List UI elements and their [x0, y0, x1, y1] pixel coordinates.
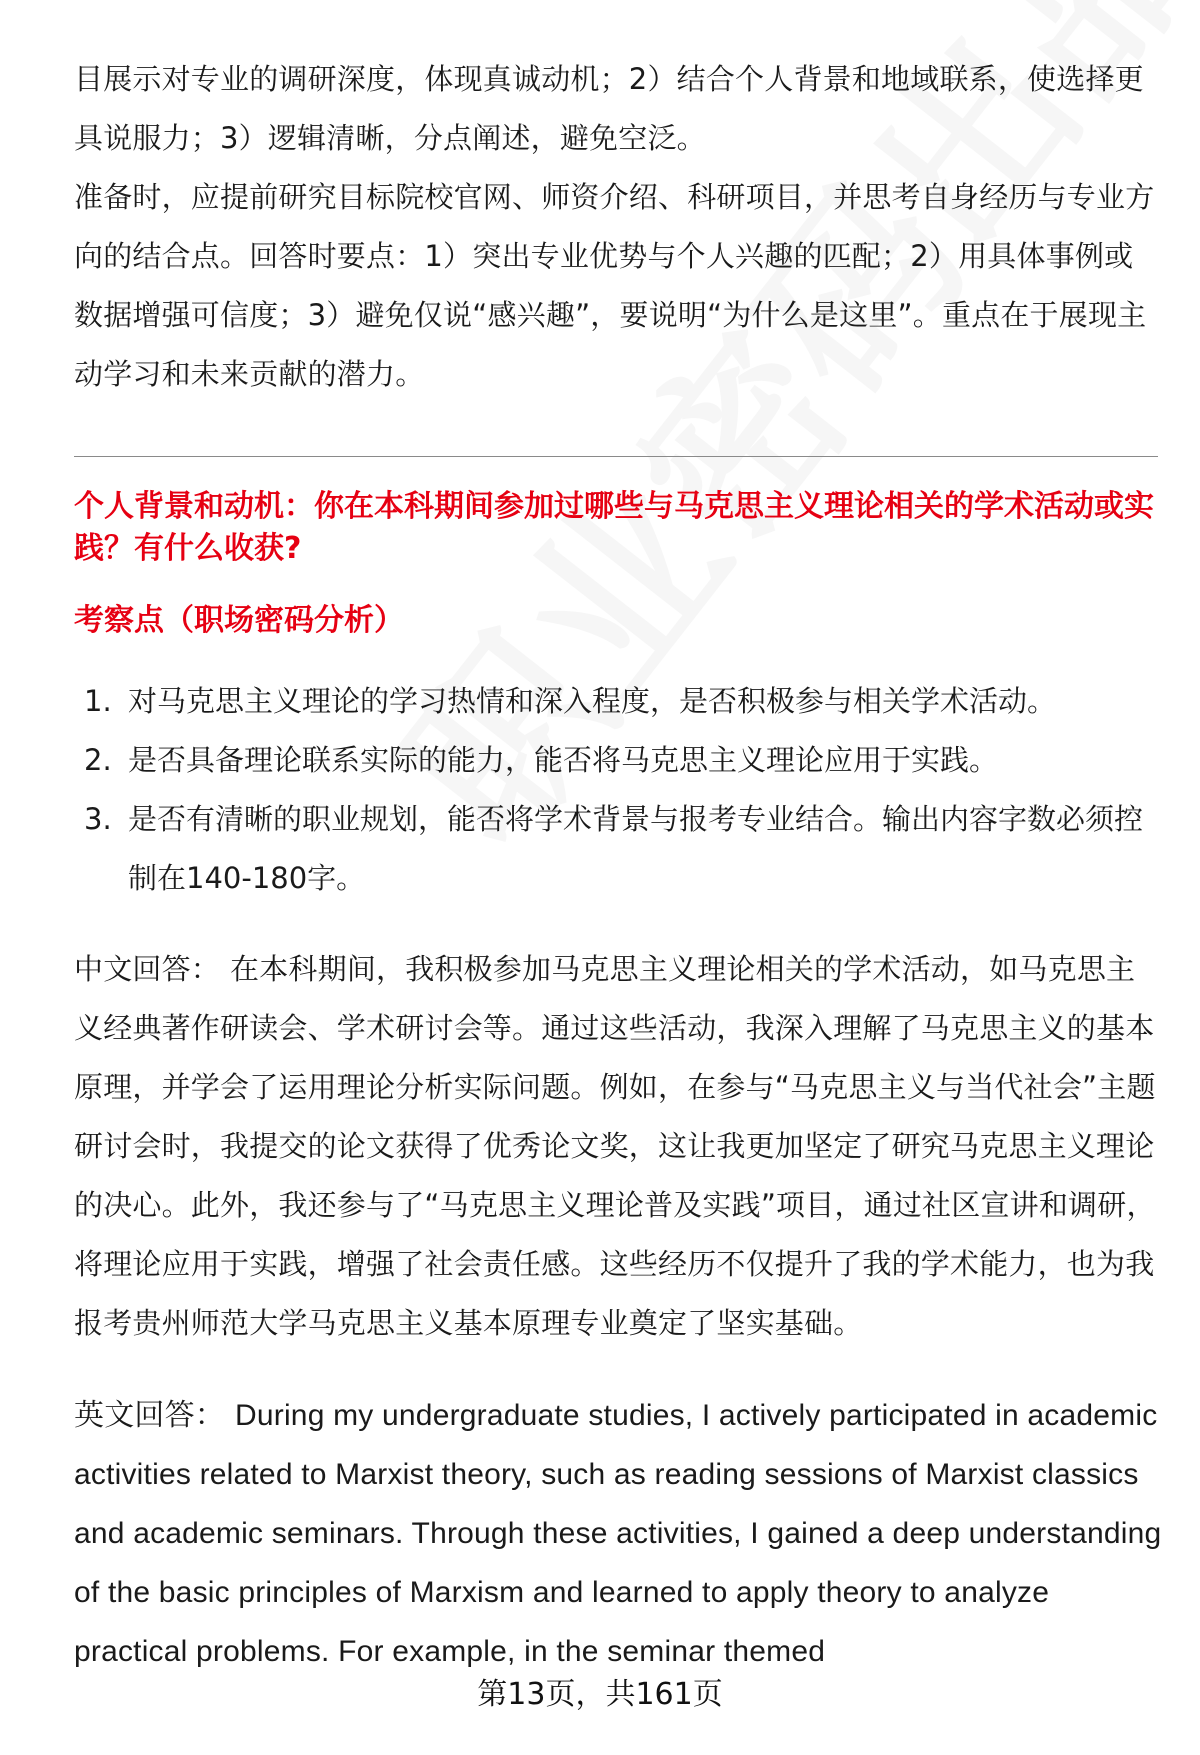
page-number-footer: 第13页，共161页: [477, 1677, 723, 1712]
list-item: [74, 790, 1164, 908]
question-heading: 个人背景和动机：你在本科期间参加过哪些与马克思主义理论相关的学术活动或实践？有什么收获?: [74, 489, 1154, 566]
assessment-points-list: [74, 672, 1164, 908]
intro-paragraph-1: 目展示对专业的调研深度，体现真诚动机；2）结合个人背景和地域联系，使选择更具说服力；3）逻辑清晰，分点阐述，避免空泛。: [74, 62, 1144, 155]
list-item-number: 1.: [84, 684, 112, 718]
english-answer-text: During my undergraduate studies, I actively participated in academic activities related to Marxist theory, such as reading sessions of Marxist classics and academic seminars. Through these activities, I gained a deep understanding of the basic principles of Marxism and learned to apply theory to analyze practical problems. For example, in the seminar themed: [74, 1399, 1162, 1668]
list-item-number: 2.: [84, 743, 112, 777]
list-item-text: 是否具备理论联系实际的能力，能否将马克思主义理论应用于实践。: [128, 743, 999, 777]
chinese-answer: [74, 940, 1164, 1353]
english-answer: [74, 1386, 1164, 1681]
intro-section: [74, 50, 1160, 404]
chinese-answer-label: 中文回答：: [74, 952, 221, 986]
list-item-text: 对马克思主义理论的学习热情和深入程度，是否积极参与相关学术活动。: [128, 684, 1057, 718]
english-answer-label: 英文回答：: [74, 1399, 225, 1432]
list-item-number: 3.: [84, 802, 112, 836]
assessment-points-heading: 考察点（职场密码分析）: [74, 603, 404, 638]
list-item: [74, 672, 1164, 731]
chinese-answer-text: 在本科期间，我积极参加马克思主义理论相关的学术活动，如马克思主义经典著作研读会、学术研讨会等。通过这些活动，我深入理解了马克思主义的基本原理，并学会了运用理论分析实际问题。例如，在参与“马克思主义与当代社会”主题研讨会时，我提交的论文获得了优秀论文奖，这让我更加坚定了研究马克思主义理论的决心。此外，我还参与了“马克思主义理论普及实践”项目，通过社区宣讲和调研，将理论应用于实践，增强了社会责任感。这些经历不仅提升了我的学术能力，也为我报考贵州师范大学马克思主义基本原理专业奠定了坚实基础。: [74, 952, 1156, 1340]
list-item-text: 是否有清晰的职业规划，能否将学术背景与报考专业结合。输出内容字数必须控制在140-180字。: [128, 802, 1144, 895]
intro-paragraph-2: 准备时，应提前研究目标院校官网、师资介绍、科研项目，并思考自身经历与专业方向的结合点。回答时要点：1）突出专业优势与个人兴趣的匹配；2）用具体事例或数据增强可信度；3）避免仅说“感兴趣”，要说明“为什么是这里”。重点在于展现主动学习和未来贡献的潜力。: [74, 180, 1155, 391]
section-divider: [74, 456, 1158, 457]
list-item: [74, 731, 1164, 790]
